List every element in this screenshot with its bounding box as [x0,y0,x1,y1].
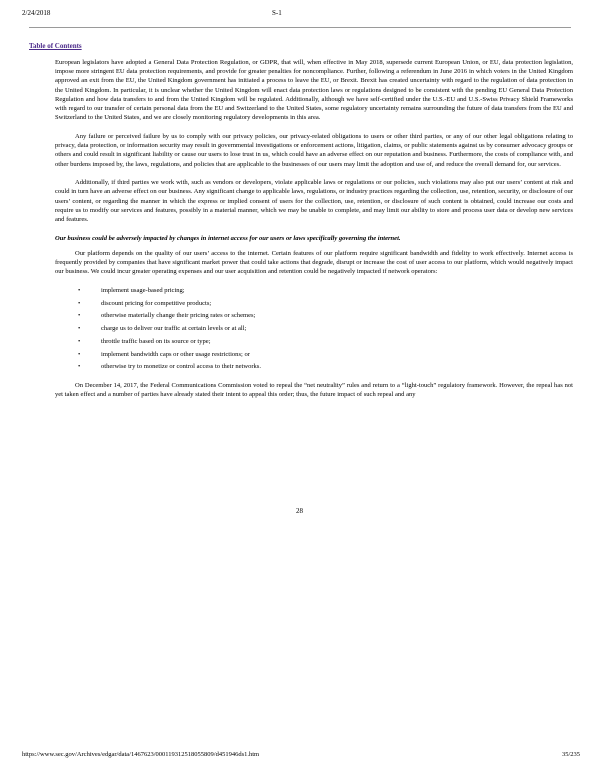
header-divider [29,27,571,28]
bullet-icon: • [78,312,81,320]
footer-url: https://www.sec.gov/Archives/edgar/data/1467623/000119312518055809/d451946ds1.htm [22,751,260,758]
paragraph-privacy-failure: Any failure or perceived failure by us to comply with our privacy policies, our privacy-related obligations to users or other third parties, or any of our other legal obligations relating to privacy, data protection, or information security may result in governmental investigations or enforcement actions, litigation, claims, or public statements against us by consumer advocacy groups or others and could result in significant liability or cause our users to lose trust in us, which could have an adverse effect on our reputation and business. Furthermore, the costs of compliance with, and other burdens imposed by, the laws, regulations, and policies that are applicable to the businesses of our users may limit the adoption and use of, and reduce the overall demand for, our services. [55,132,573,168]
bullet-icon: • [78,287,81,295]
paragraph-platform-internet: Our platform depends on the quality of our users’ access to the internet. Certain features of our platform require significant bandwidth and fidelity to work effectively. Internet access is frequently provided by companies that have significant market power that could take actions that degrade, disrupt or increase the cost of user access to our platform, which would negatively impact our business. We could incur greater operating expenses and our user acquisition and retention could be negatively impacted if network operators: [55,249,573,276]
bullet-icon: • [78,337,81,345]
network-operator-actions-list [55,286,573,375]
page-number: 28 [296,507,303,515]
paragraph-net-neutrality: On December 14, 2017, the Federal Communications Commission voted to repeal the “net neutrality” rules and return to a “light-touch” regulatory framework. However, the repeal has not yet taken effect and a number of parties have already stated their intent to appeal this order; thus, the future impact of such repeal and any [55,381,573,399]
list-item: • charge us to deliver our traffic at certain levels or at all; [78,325,247,333]
paragraph-third-parties: Additionally, if third parties we work with, such as vendors or developers, violate applicable laws or regulations or our policies, such violations may also put our users’ content at risk and could in turn have an adverse effect on our business. Any significant change to applicable laws, regulations, or industry practices regarding the collection, use, retention, security, or disclosure of our users’ content, or regarding the manner in which the express or implied consent of users for the collection, use, retention, or disclosure of such content is obtained, could increase our costs and require us to modify our services and features, possibly in a material manner, which we may be unable to complete, and may limit our ability to store and process user data or develop new services and features. [55,179,573,224]
footer-page-count: 35/235 [562,751,581,758]
table-of-contents-link[interactable]: Table of Contents [29,42,82,50]
bullet-icon: • [78,363,81,371]
section-heading-internet-access: Our business could be adversely impacted by changes in internet access for our users or laws specifically governing the internet. [55,234,401,242]
bullet-icon: • [78,325,81,333]
header-date: 2/24/2018 [22,9,51,17]
list-item: • otherwise materially change their pricing rates or schemes; [78,312,256,320]
paragraph-gdpr: European legislators have adopted a General Data Protection Regulation, or GDPR, that will, when effective in May 2018, supersede current European Union, or EU, data protection legislation, impose more stringent EU data protection requirements, and provide for greater penalties for noncompliance. Further, following a referendum in June 2016 in which voters in the United Kingdom approved an exit from the EU, the United Kingdom government has initiated a process to leave the EU, or Brexit. Brexit has created uncertainty with regard to the regulation of data protection in the United Kingdom. In particular, it is unclear whether the United Kingdom will enact data protection laws or regulations designed to be consistent with the pending EU General Data Protection Regulation and how data transfers to and from the United Kingdom will be regulated. Additionally, although we have self-certified under the U.S.-EU and U.S.-Swiss Privacy Shield Frameworks with regard to our transfer of certain personal data from the EU and Switzerland to the United States, some regulatory uncertainty remains surrounding the future of data transfers from the EU and Switzerland to the United States, and we are closely monitoring regulatory developments in this area. [55,59,573,122]
list-item: • implement bandwidth caps or other usage restrictions; or [78,350,250,358]
bullet-icon: • [78,299,81,307]
list-item: • throttle traffic based on its source or type; [78,337,211,345]
list-item: • otherwise try to monetize or control access to their networks. [78,363,261,371]
list-item: • discount pricing for competitive products; [78,299,212,307]
list-item: • implement usage-based pricing; [78,287,185,295]
document-body [55,58,573,409]
header-title: S-1 [272,9,282,17]
bullet-icon: • [78,350,81,358]
